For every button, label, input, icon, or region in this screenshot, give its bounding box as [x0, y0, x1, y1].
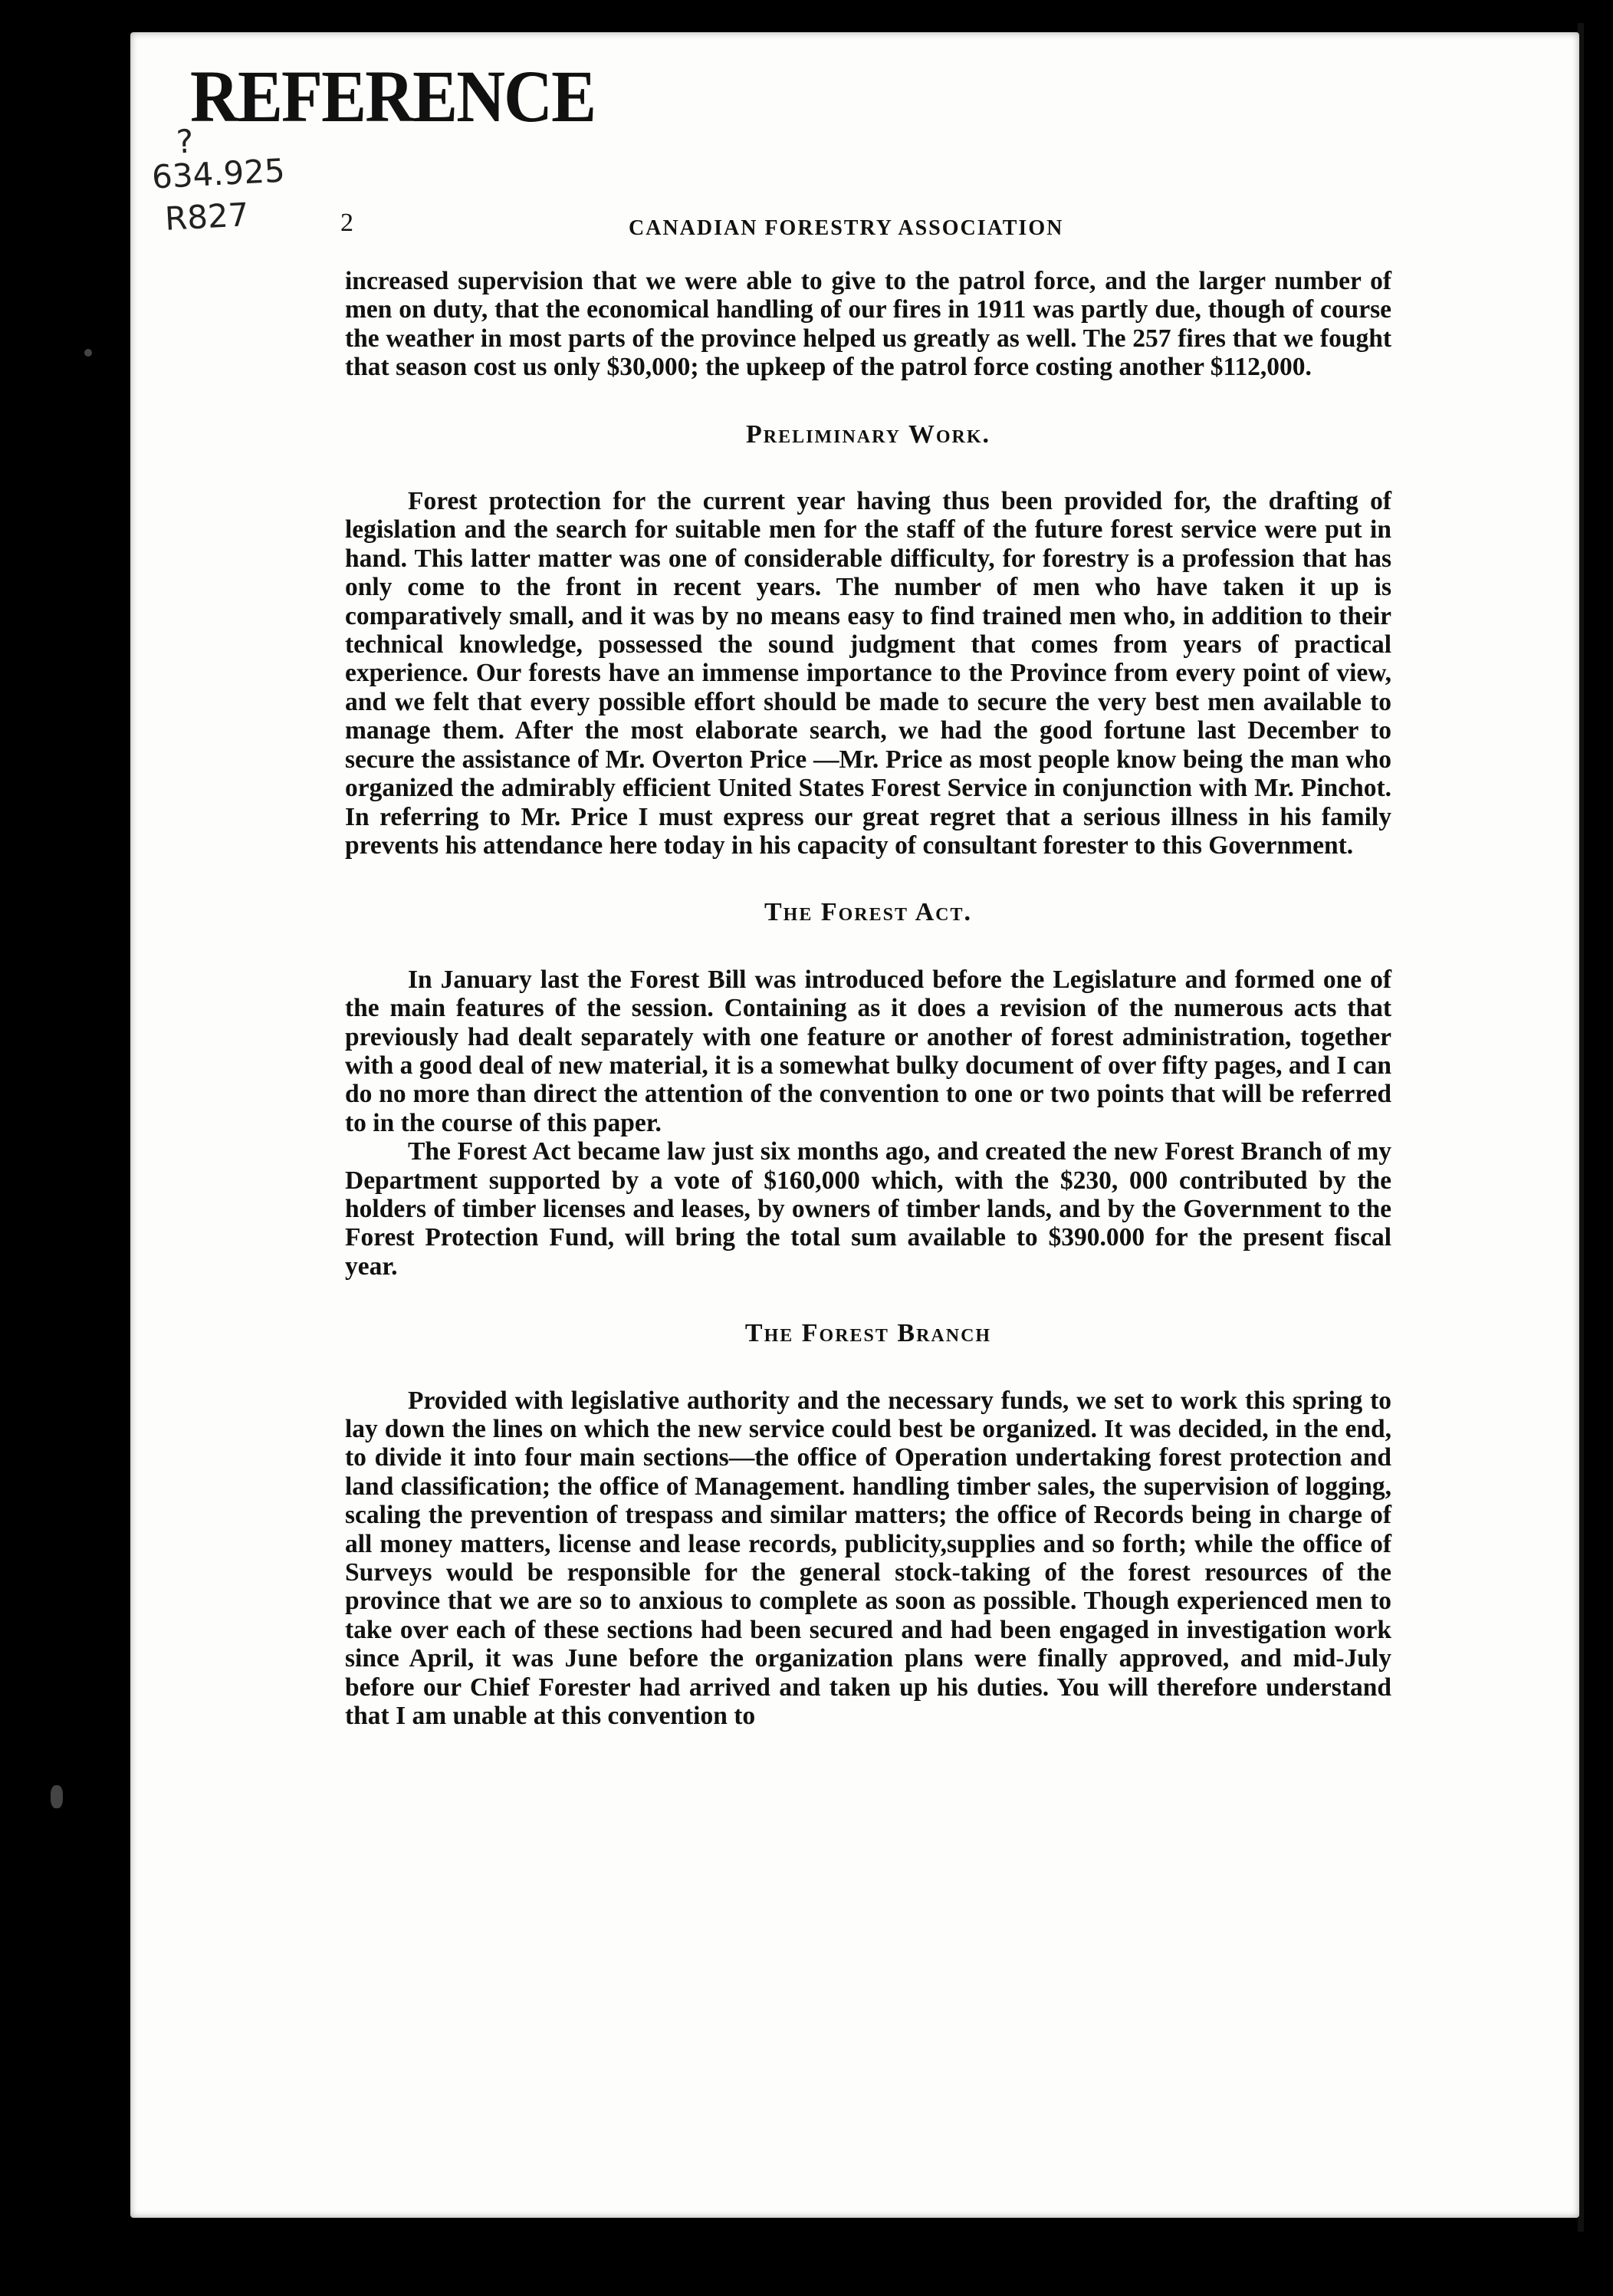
scan-blot [51, 1785, 63, 1808]
section-heading: The Forest Branch [744, 1319, 992, 1348]
section-forest-branch [345, 1319, 1391, 1730]
paragraph: In January last the Forest Bill was introduced before the Legislature and formed one of the main features of the session. Containing as it does a revision of the numerous acts that previously had dealt separately with one feature or another of forest administration, together with a good deal of new material, it is a somewhat bulky document of over fifty pages, and I can do no more than direct the attention of the convention to one or two points that will be referred to in the course of this paper. [345, 965, 1391, 1137]
section-heading: Preliminary Work. [746, 419, 990, 449]
call-number-line-2: R827 [163, 196, 250, 238]
call-number-query: ? [175, 122, 195, 161]
paragraph: The Forest Act became law just six months ago, and created the new Forest Branch of my Department supported by a vote of $160,000 which, with the $230, 000 contributed by the holders of timber licenses and leases, by owners of timber lands, and by the Government to the Forest Protection Fund, will bring the total sum available to $390.000 for the present fiscal year. [345, 1137, 1391, 1281]
reference-stamp: REFERENCE [190, 55, 596, 137]
page-number: 2 [340, 209, 353, 237]
running-head: CANADIAN FORESTRY ASSOCIATION [629, 216, 1064, 240]
call-number-line-1: 634.925 [150, 151, 286, 196]
paragraph: Provided with legislative authority and the necessary funds, we set to work this spring to lay down the lines on which the new service could best be organized. It was decided, in the end, to divide it into four main sections—the office of Operation undertaking forest protection and land classification; the office of Management. handling timber sales, the supervision of logging, scaling the prevention of trespass and similar matters; the office of Records being in charge of all money matters, license and lease records, publicity,supplies and so forth; while the office of Surveys would be responsible for the general stock-taking of the forest resources of the province that we are so to anxious to complete as soon as possible. Though experienced men to take over each of these sections had been secured and had been engaged in investigation work since April, it was June before the organization plans were finally approved, and mid-July before our Chief Forester had arrived and taken up his duties. You will therefore understand that I am unable at this convention to [345, 1386, 1391, 1731]
section-preliminary-work [345, 420, 1391, 860]
body-text [345, 267, 1391, 1768]
section-forest-act [345, 898, 1391, 1281]
opening-paragraph: increased supervision that we were able to give to the patrol force, and the larger number of men on duty, that the economical handling of our fires in 1911 was partly due, though of course the weather in most parts of the province helped us greatly as well. The 257 fires that we fought that season cost us only $30,000; the upkeep of the patrol force costing another $112,000. [345, 267, 1391, 382]
scan-speck [84, 349, 92, 357]
paragraph: Forest protection for the current year having thus been provided for, the drafting of legislation and the search for suitable men for the staff of the future forest service were put in hand. This latter matter was one of considerable difficulty, for forestry is a profession that has only come to the front in recent years. The number of men who have taken it up is comparatively small, and it was by no means easy to find trained men who, in addition to their technical knowledge, possessed the sound judgment that comes from years of practical experience. Our forests have an immense importance to the Province from every point of view, and we felt that every possible effort should be made to secure the very best men available to manage them. After the most elaborate search, we had the good fortune last December to secure the assistance of Mr. Overton Price —Mr. Price as most people know being the man who organized the admirably efficient United States Forest Service in conjunction with Mr. Pinchot. In referring to Mr. Price I must express our great regret that a serious illness in his family prevents his attendance here today in his capacity of consultant forester to this Government. [345, 487, 1391, 860]
section-heading: The Forest Act. [764, 898, 972, 927]
